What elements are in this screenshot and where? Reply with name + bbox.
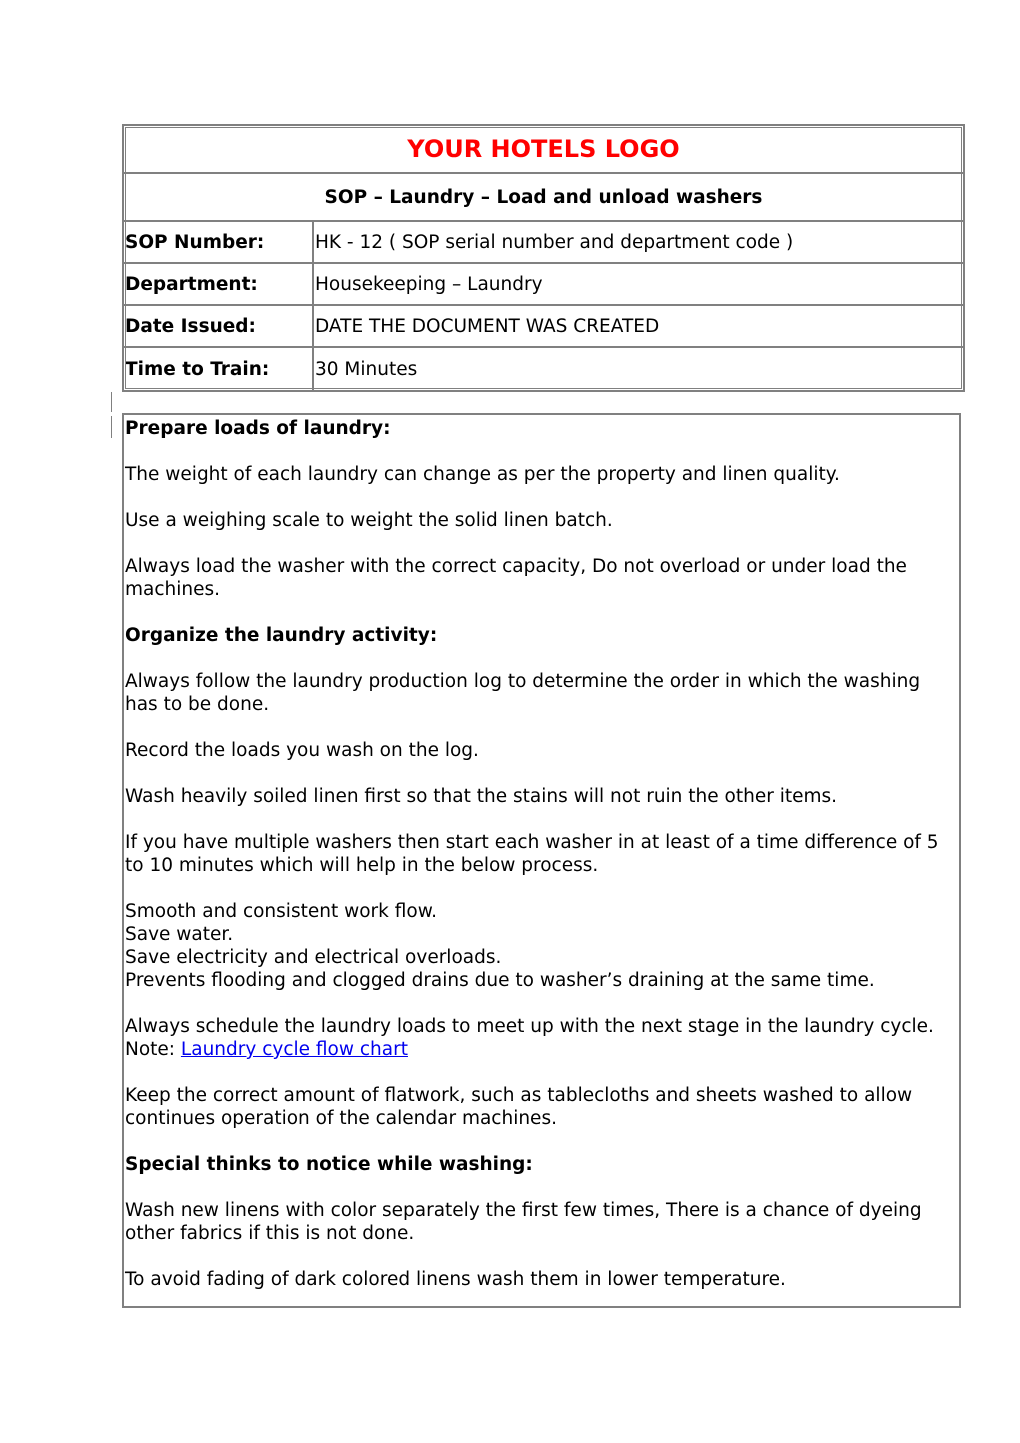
row-value: 30 Minutes <box>315 358 418 380</box>
paragraph: To avoid fading of dark colored linens wash them in lower temperature. <box>125 1269 786 1290</box>
note-line <box>125 1038 957 1061</box>
margin-marker <box>111 416 112 438</box>
sop-number-row <box>124 222 963 264</box>
logo-row <box>124 126 963 174</box>
margin-marker <box>111 392 112 412</box>
paragraph: Keep the correct amount of flatwork, such as tablecloths and sheets washed to allow continues operation of the calendar machines. <box>125 1085 913 1129</box>
paragraph: If you have multiple washers then start each washer in at least of a time difference of 5 to 10 minutes which will help in the below process. <box>125 832 939 876</box>
benefit-item: Save water. <box>125 924 234 945</box>
sop-body <box>122 413 961 1308</box>
date-issued-row <box>124 306 963 348</box>
section-heading: Prepare loads of laundry: <box>125 418 391 439</box>
row-value: Housekeeping – Laundry <box>315 273 543 295</box>
row-value: DATE THE DOCUMENT WAS CREATED <box>315 315 660 337</box>
paragraph: Always follow the laundry production log to determine the order in which the washing has to be done. <box>125 671 921 715</box>
row-label: Department: <box>124 264 314 304</box>
paragraph: Record the loads you wash on the log. <box>125 740 479 761</box>
row-label: Time to Train: <box>124 348 314 390</box>
paragraph: Wash heavily soiled linen first so that the stains will not ruin the other items. <box>125 786 838 807</box>
paragraph: Use a weighing scale to weight the solid linen batch. <box>125 510 613 531</box>
paragraph: Always load the washer with the correct capacity, Do not overload or under load the machines. <box>125 556 907 600</box>
row-label: Date Issued: <box>124 306 314 346</box>
note-label: Note: <box>125 1039 181 1060</box>
paragraph: Always schedule the laundry loads to meet up with the next stage in the laundry cycle. <box>125 1016 934 1037</box>
sop-header-table <box>122 124 965 392</box>
benefit-item: Save electricity and electrical overloads. <box>125 947 502 968</box>
section-heading: Organize the laundry activity: <box>125 625 438 646</box>
sop-title: SOP – Laundry – Load and unload washers <box>324 186 763 208</box>
row-label: SOP Number: <box>124 222 314 262</box>
paragraph: The weight of each laundry can change as per the property and linen quality. <box>125 464 840 485</box>
time-to-train-row <box>124 348 963 390</box>
row-value: HK - 12 ( SOP serial number and department code ) <box>315 231 794 253</box>
paragraph: Wash new linens with color separately the first few times, There is a chance of dyeing other fabrics if this is not done. <box>125 1200 922 1244</box>
benefit-item: Prevents flooding and clogged drains due to washer’s draining at the same time. <box>125 970 875 991</box>
section-heading: Special thinks to notice while washing: <box>125 1154 533 1175</box>
benefit-item: Smooth and consistent work flow. <box>125 901 438 922</box>
hotel-logo-text: YOUR HOTELS LOGO <box>407 135 680 163</box>
department-row <box>124 264 963 306</box>
laundry-cycle-flow-chart-link[interactable]: Laundry cycle flow chart <box>180 1039 408 1060</box>
title-row <box>124 174 963 222</box>
